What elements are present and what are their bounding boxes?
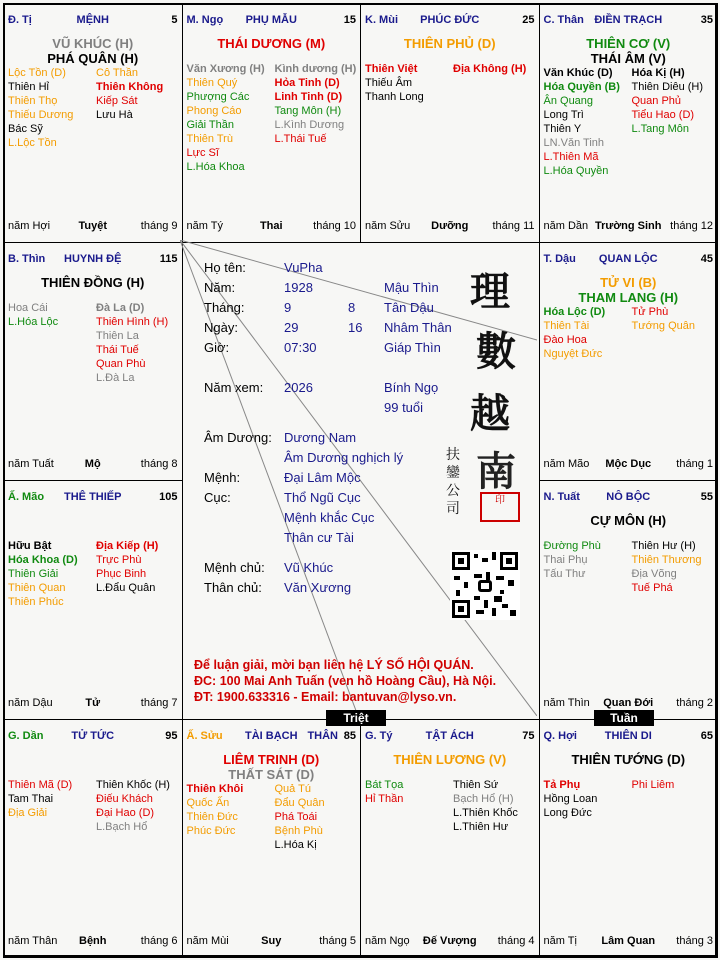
palace-cell-mui[interactable] bbox=[360, 3, 540, 243]
red-seal: 印 bbox=[480, 492, 520, 522]
age-number: 5 bbox=[171, 14, 178, 26]
calligraphy-char-1: 理 bbox=[470, 268, 510, 315]
minor-star: Tam Thai bbox=[8, 792, 54, 805]
minor-star: Tuế Phá bbox=[631, 582, 673, 594]
qr-code-icon bbox=[450, 550, 520, 620]
info-lunar-value: 8 bbox=[348, 300, 356, 315]
info-label: Tháng: bbox=[204, 300, 245, 315]
age-number: 45 bbox=[700, 252, 713, 265]
cuc-value: Thổ Ngũ Cục bbox=[284, 490, 361, 505]
minor-star: Quan Phủ bbox=[631, 95, 682, 107]
info-value: 9 bbox=[284, 300, 292, 315]
info-value: 29 bbox=[284, 320, 299, 335]
am-duong-note: Âm Dương nghịch lý bbox=[284, 450, 404, 465]
minor-star: L.Thiên Hư bbox=[453, 820, 509, 833]
minor-star: Điếu Khách bbox=[96, 792, 153, 805]
minor-star: Phượng Các bbox=[186, 91, 250, 103]
month-label: tháng 1 bbox=[676, 458, 713, 470]
info-label: Họ tên: bbox=[204, 260, 246, 275]
minor-star: Long Trì bbox=[543, 109, 584, 121]
star-column-left bbox=[544, 66, 620, 178]
minor-star: Long Đức bbox=[543, 806, 592, 819]
star-column-left bbox=[8, 301, 58, 329]
palace-cell-suu[interactable] bbox=[182, 719, 362, 959]
minor-star: L.Thái Tuế bbox=[274, 133, 327, 145]
calligraphy-char-4: 南 bbox=[476, 448, 516, 495]
minor-star: Trực Phù bbox=[96, 554, 142, 566]
star-column-left bbox=[365, 778, 403, 806]
minor-star: Thiên Việt bbox=[365, 63, 418, 75]
minor-star: Địa Võng bbox=[631, 568, 677, 580]
minor-star: Thiên Thương bbox=[631, 554, 702, 566]
center-info-panel bbox=[180, 240, 537, 716]
life-stage: Thai bbox=[259, 219, 283, 232]
life-stage: Lâm Quan bbox=[601, 935, 656, 947]
minor-star: L.Kình Dương bbox=[274, 119, 345, 131]
life-stage: Quan Đới bbox=[603, 696, 654, 709]
palace-name: THIÊN DI bbox=[604, 729, 652, 742]
month-label: tháng 4 bbox=[497, 935, 535, 947]
info-value: 1928 bbox=[284, 280, 313, 295]
star-column-right bbox=[96, 66, 163, 122]
star-column-right bbox=[453, 778, 518, 834]
minor-star: Nguyệt Đức bbox=[543, 347, 603, 360]
minor-star: Đẩu Quân bbox=[274, 796, 325, 809]
minor-star: Giải Thần bbox=[186, 119, 234, 131]
minor-star: Hỏa Tinh (D) bbox=[274, 77, 340, 89]
minor-star: L.Thiên Khốc bbox=[453, 806, 518, 819]
star-column-left bbox=[8, 66, 73, 150]
star-column-right bbox=[96, 301, 168, 385]
minor-star: L.Đà La bbox=[96, 371, 135, 384]
branch-label: K. Mùi bbox=[365, 14, 398, 26]
age-number: 15 bbox=[343, 14, 356, 26]
main-star: VŨ KHÚC (H) bbox=[52, 36, 134, 51]
year-label: năm Mùi bbox=[186, 935, 229, 947]
minor-star: Thiếu Âm bbox=[365, 77, 413, 89]
palace-name: QUAN LỘC bbox=[598, 252, 658, 265]
minor-star: Thiên Hỉ bbox=[8, 81, 49, 93]
minor-star: Bệnh Phù bbox=[274, 824, 323, 837]
branch-label: Đ. Tị bbox=[8, 14, 32, 26]
minor-star: Đà La (D) bbox=[96, 301, 145, 314]
cuc-label: Cục: bbox=[204, 490, 231, 505]
year-label: năm Thìn bbox=[543, 696, 590, 709]
minor-star: Hoa Cái bbox=[8, 301, 48, 314]
than-cu-note: Thân cư Tài bbox=[284, 530, 354, 545]
year-label: năm Tý bbox=[186, 219, 223, 232]
am-duong-label: Âm Dương: bbox=[204, 430, 272, 445]
palace-cell-hoi[interactable] bbox=[539, 719, 719, 959]
info-can-chi: Mậu Thìn bbox=[384, 280, 439, 295]
month-label: tháng 12 bbox=[670, 219, 713, 232]
minor-star: Thiên Mã (D) bbox=[8, 778, 73, 791]
branch-label: Ấ. Sửu bbox=[186, 729, 223, 742]
month-label: tháng 10 bbox=[313, 219, 356, 232]
branch-label: G. Tý bbox=[365, 729, 393, 742]
branch-label: N. Tuất bbox=[543, 491, 580, 503]
main-star: TỬ VI (B) bbox=[600, 274, 657, 290]
minor-star: Thiên Quan bbox=[8, 582, 66, 594]
contact-line-2: ĐC: 100 Mai Anh Tuấn (ven hồ Hoàng Cầu), Hà Nội. bbox=[194, 674, 497, 688]
palace-cell-mao[interactable] bbox=[3, 480, 183, 720]
minor-star: Bạch Hổ (H) bbox=[453, 792, 514, 805]
palace-cell-dau[interactable] bbox=[539, 242, 719, 482]
nam-xem-can: Bính Ngọ bbox=[384, 380, 439, 395]
life-stage: Mộ bbox=[84, 458, 101, 470]
palace-name: PHÚC ĐỨC bbox=[420, 14, 480, 26]
life-stage: Suy bbox=[261, 935, 282, 947]
year-label: năm Ngọ bbox=[365, 935, 410, 947]
info-can-chi: Tân Dậu bbox=[384, 300, 434, 315]
minor-star: Thiên Tài bbox=[543, 319, 590, 332]
calligraphy-char-3: 越 bbox=[470, 390, 510, 437]
age-number: 55 bbox=[700, 491, 713, 503]
info-label: Năm: bbox=[204, 280, 236, 295]
star-column-right bbox=[632, 539, 702, 595]
minor-star: L.Lộc Tồn bbox=[8, 137, 57, 149]
seal-text: 扶 鑾 公 司 bbox=[446, 447, 460, 517]
month-label: tháng 3 bbox=[676, 935, 713, 947]
main-star: THIÊN CƠ (V) bbox=[586, 36, 671, 51]
minor-star: L.Hóa Lộc bbox=[8, 315, 59, 328]
minor-star: Phong Cáo bbox=[186, 105, 242, 117]
year-label: năm Hợi bbox=[8, 219, 51, 232]
star-column-left bbox=[365, 62, 424, 104]
minor-star: Địa Giải bbox=[8, 806, 48, 819]
life-stage: Tử bbox=[85, 696, 101, 709]
year-label: năm Dần bbox=[543, 219, 589, 232]
age-number: 85 bbox=[343, 729, 356, 742]
minor-star: L.Tang Môn bbox=[631, 123, 689, 135]
main-star: CỰ MÔN (H) bbox=[590, 513, 667, 528]
menh-chu-value: Vũ Khúc bbox=[284, 560, 334, 575]
minor-star: Thiên Trù bbox=[186, 133, 233, 145]
minor-star: Linh Tinh (D) bbox=[274, 91, 343, 103]
nam-xem-value: 2026 bbox=[284, 380, 313, 395]
palace-name: TÀI BẠCH bbox=[244, 729, 298, 742]
calligraphy-char-2: 數 bbox=[476, 328, 516, 375]
life-stage: Mộc Dục bbox=[605, 458, 652, 470]
minor-star: Tả Phụ bbox=[543, 778, 581, 791]
minor-star: Kiếp Sát bbox=[96, 95, 138, 107]
star-column-left bbox=[544, 305, 606, 361]
minor-star: L.Bạch Hổ bbox=[96, 820, 148, 833]
minor-star: Địa Kiếp (H) bbox=[96, 540, 159, 552]
minor-star: Tử Phù bbox=[631, 305, 669, 318]
main-star: THAM LANG (H) bbox=[578, 289, 679, 305]
month-label: tháng 11 bbox=[492, 219, 535, 232]
minor-star: L.Thiên Mã bbox=[543, 151, 599, 163]
life-stage: Trường Sinh bbox=[594, 219, 662, 232]
age-number: 105 bbox=[159, 491, 178, 503]
main-star: THÁI DƯƠNG (M) bbox=[217, 36, 326, 51]
star-column-right bbox=[275, 782, 325, 852]
minor-star: L.Hóa Quyền bbox=[543, 165, 609, 177]
palace-name: HUYNH ĐỆ bbox=[64, 252, 122, 265]
minor-star: Thiên La bbox=[96, 329, 139, 342]
palace-name: MỆNH bbox=[76, 14, 109, 26]
main-star: THIÊN LƯƠNG (V) bbox=[393, 751, 507, 767]
minor-star: Quốc Ấn bbox=[186, 796, 230, 809]
minor-star: Hóa Lộc (D) bbox=[543, 305, 606, 318]
year-label: năm Sửu bbox=[365, 219, 411, 232]
palace-cell-than[interactable] bbox=[539, 3, 719, 243]
info-value: VuPha bbox=[284, 260, 323, 275]
palace-cell-tuat[interactable] bbox=[539, 480, 719, 720]
minor-star: Hữu Bật bbox=[8, 540, 52, 552]
branch-label: C. Thân bbox=[543, 14, 584, 26]
palace-name: THÊ THIẾP bbox=[64, 491, 122, 503]
minor-star: Đào Hoa bbox=[543, 333, 587, 346]
year-label: năm Dậu bbox=[8, 696, 53, 709]
info-label: Ngày: bbox=[204, 320, 238, 335]
star-column-left bbox=[8, 539, 78, 609]
age-number: 95 bbox=[165, 729, 178, 742]
star-column-right bbox=[275, 62, 357, 146]
palace-name: NÔ BỘC bbox=[606, 491, 651, 503]
life-stage: Đế Vượng bbox=[422, 935, 477, 947]
minor-star: Hỉ Thần bbox=[365, 792, 404, 805]
year-label: năm Tị bbox=[543, 935, 577, 947]
minor-star: Hồng Loan bbox=[543, 792, 598, 805]
month-label: tháng 6 bbox=[140, 935, 178, 947]
minor-star: Lực Sĩ bbox=[186, 147, 219, 159]
main-star: LIÊM TRINH (D) bbox=[223, 751, 320, 767]
minor-star: Thai Phụ bbox=[543, 554, 588, 566]
minor-star: Tiểu Hao (D) bbox=[631, 109, 695, 121]
main-star: THÁI ÂM (V) bbox=[590, 51, 666, 66]
branch-label: T. Dậu bbox=[543, 252, 576, 265]
month-label: tháng 7 bbox=[140, 696, 178, 709]
minor-star: Bác Sỹ bbox=[8, 123, 43, 135]
star-column-left bbox=[544, 539, 601, 581]
contact-line-1: Để luận giải, mời bạn liên hệ LÝ SỐ HỘI QUÁN. bbox=[194, 658, 474, 672]
life-stage: Bệnh bbox=[79, 935, 107, 947]
main-star: THẤT SÁT (D) bbox=[228, 766, 315, 782]
branch-label: M. Ngọ bbox=[186, 14, 224, 26]
minor-star: Phi Liêm bbox=[631, 778, 675, 791]
age-number: 35 bbox=[700, 14, 713, 26]
age-number: 25 bbox=[522, 14, 535, 26]
palace-name: ĐIỀN TRẠCH bbox=[594, 14, 663, 26]
main-star: THIÊN PHỦ (D) bbox=[403, 36, 496, 51]
info-value: 07:30 bbox=[284, 340, 317, 355]
year-label: năm Thân bbox=[8, 935, 58, 947]
minor-star: Thiên Khôi bbox=[186, 782, 244, 795]
palace-name: TỬ TỨC bbox=[71, 729, 115, 742]
month-label: tháng 9 bbox=[140, 219, 178, 232]
minor-star: LN.Văn Tinh bbox=[543, 137, 605, 149]
contact-line-3: ĐT: 1900.633316 - Email: bantuvan@lyso.vn. bbox=[194, 690, 457, 704]
tuan-marker: Tuần bbox=[594, 710, 654, 726]
minor-star: Thái Tuế bbox=[96, 343, 139, 356]
age-number: 115 bbox=[159, 252, 178, 265]
minor-star: Địa Không (H) bbox=[453, 63, 527, 75]
minor-star: Thiên Đức bbox=[186, 810, 238, 823]
star-column-right bbox=[96, 778, 170, 834]
minor-star: Kình dương (H) bbox=[274, 63, 357, 75]
branch-label: Q. Hợi bbox=[543, 729, 577, 742]
life-stage: Dưỡng bbox=[431, 219, 469, 232]
main-star: THIÊN TƯỚNG (D) bbox=[571, 751, 686, 767]
minor-star: Hóa Khoa (D) bbox=[8, 554, 78, 566]
minor-star: Thiên Hư (H) bbox=[631, 540, 696, 552]
branch-label: Ấ. Mão bbox=[8, 491, 45, 503]
minor-star: Tang Môn (H) bbox=[274, 105, 342, 117]
star-column-left bbox=[544, 778, 598, 820]
menh-label: Mệnh: bbox=[204, 470, 241, 485]
minor-star: Thiên Không bbox=[96, 81, 164, 93]
age-number: 65 bbox=[700, 729, 713, 742]
cuc-note: Mệnh khắc Cục bbox=[284, 510, 375, 525]
palace-cell-ti[interactable] bbox=[3, 3, 183, 243]
minor-star: L.Hóa Khoa bbox=[186, 161, 245, 173]
am-duong-value: Dương Nam bbox=[284, 430, 357, 445]
minor-star: Đại Hao (D) bbox=[96, 806, 155, 819]
minor-star: Quan Phù bbox=[96, 357, 146, 370]
than-marker: THÂN bbox=[307, 729, 338, 742]
star-column-left bbox=[187, 62, 265, 174]
palace-cell-dan[interactable] bbox=[3, 719, 183, 959]
year-label: năm Tuất bbox=[8, 458, 54, 470]
palace-cell-thin[interactable] bbox=[3, 242, 183, 482]
star-column-right bbox=[632, 66, 704, 136]
minor-star: Thanh Long bbox=[365, 91, 424, 103]
minor-star: Văn Khúc (D) bbox=[543, 67, 613, 79]
main-star: PHÁ QUÂN (H) bbox=[47, 51, 139, 66]
minor-star: Thiên Sứ bbox=[453, 778, 499, 791]
minor-star: L.Hóa Kị bbox=[274, 838, 317, 851]
branch-label: G. Dần bbox=[8, 729, 44, 742]
menh-value: Đại Lâm Mộc bbox=[284, 470, 361, 485]
than-chu-value: Văn Xương bbox=[284, 580, 352, 595]
life-stage: Tuyệt bbox=[78, 219, 108, 232]
triet-marker: Triệt bbox=[326, 710, 386, 726]
minor-star: Phá Toái bbox=[274, 810, 318, 823]
star-column-left bbox=[8, 778, 72, 820]
minor-star: Bát Tọa bbox=[365, 778, 404, 791]
minor-star: Hóa Quyền (B) bbox=[543, 81, 620, 93]
main-star: THIÊN ĐỒNG (H) bbox=[41, 274, 145, 290]
minor-star: Lưu Hà bbox=[96, 109, 133, 121]
minor-star: Thiên Diêu (H) bbox=[631, 81, 704, 93]
menh-chu-label: Mệnh chủ: bbox=[204, 560, 265, 575]
age-number: 75 bbox=[522, 729, 535, 742]
minor-star: Thiên Khốc (H) bbox=[96, 778, 170, 791]
minor-star: Đường Phù bbox=[543, 540, 601, 552]
minor-star: Phúc Đức bbox=[186, 824, 236, 837]
minor-star: Lộc Tồn (D) bbox=[8, 67, 66, 79]
month-label: tháng 8 bbox=[140, 458, 178, 470]
year-label: năm Mão bbox=[543, 458, 590, 470]
palace-cell-ngo[interactable] bbox=[182, 3, 362, 243]
tuoi: 99 tuổi bbox=[384, 400, 424, 415]
info-can-chi: Nhâm Thân bbox=[384, 320, 452, 335]
branch-label: B. Thìn bbox=[8, 252, 46, 265]
palace-cell-ty[interactable] bbox=[360, 719, 540, 959]
month-label: tháng 2 bbox=[676, 696, 713, 709]
month-label: tháng 5 bbox=[319, 935, 356, 947]
minor-star: Thiên Quý bbox=[186, 77, 238, 89]
info-lunar-value: 16 bbox=[348, 320, 363, 335]
star-column-right bbox=[632, 778, 675, 792]
info-label: Giờ: bbox=[204, 340, 230, 355]
minor-star: Hóa Kị (H) bbox=[631, 67, 685, 79]
minor-star: Tướng Quân bbox=[631, 319, 695, 332]
minor-star: Thiếu Dương bbox=[8, 109, 74, 121]
info-can-chi: Giáp Thìn bbox=[384, 340, 441, 355]
minor-star: Ân Quang bbox=[543, 95, 594, 107]
palace-name: TẬT ÁCH bbox=[425, 729, 474, 742]
minor-star: Thiên Hình (H) bbox=[96, 315, 169, 328]
minor-star: Thiên Phúc bbox=[8, 596, 64, 608]
minor-star: Phục Binh bbox=[96, 568, 147, 580]
star-column-right bbox=[96, 539, 158, 595]
minor-star: Thiên Y bbox=[543, 123, 582, 135]
palace-name: PHỤ MẪU bbox=[245, 14, 297, 26]
star-column-right bbox=[632, 305, 696, 333]
minor-star: Quả Tú bbox=[274, 782, 311, 795]
star-column-right bbox=[453, 62, 526, 76]
than-chu-label: Thân chủ: bbox=[204, 580, 262, 595]
minor-star: L.Đẩu Quân bbox=[96, 582, 156, 594]
star-column-left bbox=[187, 782, 244, 838]
minor-star: Thiên Thọ bbox=[8, 95, 58, 107]
minor-star: Thiên Giải bbox=[8, 568, 59, 580]
minor-star: Tấu Thư bbox=[543, 568, 586, 580]
nam-xem-label: Năm xem: bbox=[204, 380, 264, 395]
minor-star: Cô Thần bbox=[96, 67, 138, 79]
minor-star: Văn Xương (H) bbox=[186, 63, 265, 75]
